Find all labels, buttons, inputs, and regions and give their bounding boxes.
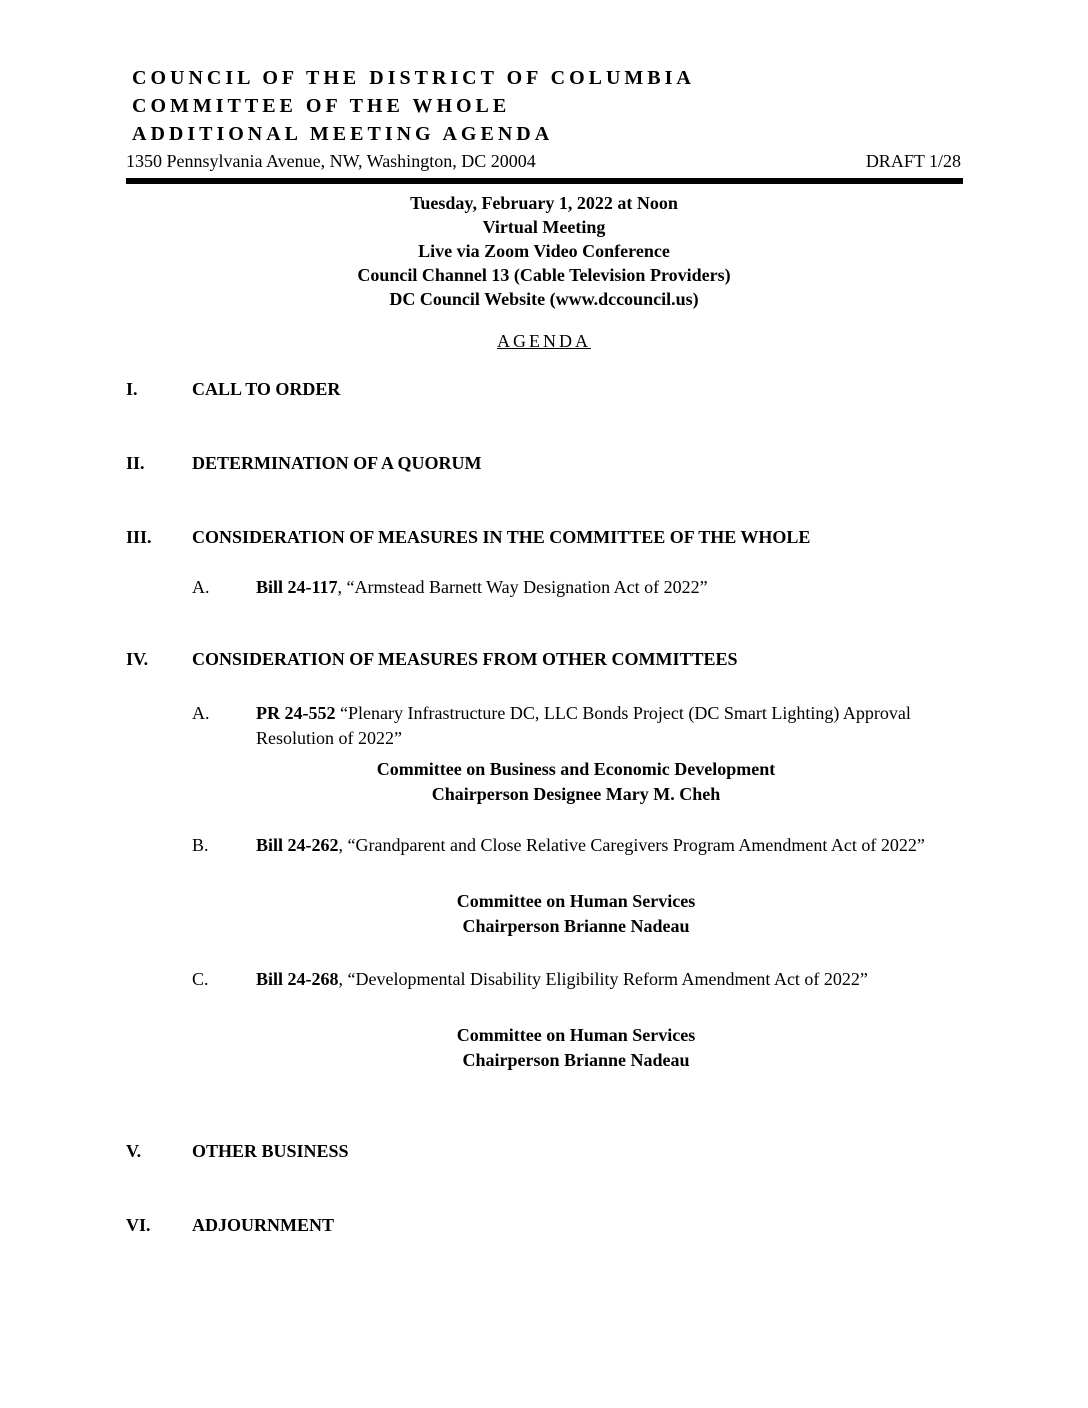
- section-5-number: V.: [126, 1141, 142, 1161]
- section-4-number: IV.: [126, 649, 149, 669]
- item-4c-letter: C.: [192, 969, 209, 989]
- item-4a-bill: PR 24-552: [256, 703, 336, 723]
- address: 1350 Pennsylvania Avenue, NW, Washington, DC 20004: [126, 151, 536, 171]
- section-2-number: II.: [126, 453, 145, 473]
- meeting-channel: Council Channel 13 (Cable Television Providers): [357, 265, 731, 285]
- item-4c-committee: [256, 1023, 896, 1073]
- section-6-number: VI.: [126, 1215, 151, 1235]
- committee-title: COMMITTEE OF THE WHOLE: [132, 95, 511, 117]
- item-4a-text: [256, 701, 956, 751]
- item-4a-committee-name: Committee on Business and Economic Development: [376, 759, 776, 779]
- item-4a-letter: A.: [192, 703, 210, 723]
- section-3-number: III.: [126, 527, 152, 547]
- section-3-title: CONSIDERATION OF MEASURES IN THE COMMITTEE OF THE WHOLE: [192, 527, 811, 547]
- item-3a-desc: , “Armstead Barnett Way Designation Act of 2022”: [337, 577, 708, 597]
- header-divider: [126, 178, 963, 184]
- draft-label: DRAFT 1/28: [865, 151, 961, 171]
- section-5-title: OTHER BUSINESS: [192, 1141, 349, 1161]
- item-4b-letter: B.: [192, 835, 209, 855]
- item-4b-committee-name: Committee on Human Services: [456, 891, 696, 911]
- meeting-date-time: Tuesday, February 1, 2022 at Noon: [410, 193, 678, 213]
- item-4b-desc: , “Grandparent and Close Relative Caregivers Program Amendment Act of 2022”: [338, 835, 925, 855]
- item-3a-bill: Bill 24-117: [256, 577, 338, 597]
- item-4b-committee: [256, 889, 896, 939]
- item-4b-text: [256, 833, 956, 858]
- item-4b-chair: Chairperson Brianne Nadeau: [462, 916, 690, 936]
- agenda-heading: AGENDA: [497, 331, 591, 351]
- item-3a-text: [256, 575, 956, 600]
- item-4c-desc: , “Developmental Disability Eligibility Reform Amendment Act of 2022”: [338, 969, 868, 989]
- item-4a-chair: Chairperson Designee Mary M. Cheh: [431, 784, 721, 804]
- section-1-title: CALL TO ORDER: [192, 379, 341, 399]
- meeting-format: Virtual Meeting: [482, 217, 606, 237]
- item-4c-text: [256, 967, 956, 992]
- item-4b-bill: Bill 24-262: [256, 835, 339, 855]
- section-2-title: DETERMINATION OF A QUORUM: [192, 453, 482, 473]
- item-4c-committee-name: Committee on Human Services: [456, 1025, 696, 1045]
- item-4a-desc: “Plenary Infrastructure DC, LLC Bonds Project (DC Smart Lighting) Approval Resolution of 2022”: [256, 703, 911, 748]
- item-3a-letter: A.: [192, 577, 210, 597]
- council-title: COUNCIL OF THE DISTRICT OF COLUMBIA: [132, 67, 695, 89]
- section-4-title: CONSIDERATION OF MEASURES FROM OTHER COMMITTEES: [192, 649, 738, 669]
- section-1-number: I.: [126, 379, 138, 399]
- item-4c-bill: Bill 24-268: [256, 969, 339, 989]
- agenda-title: ADDITIONAL MEETING AGENDA: [132, 123, 554, 145]
- meeting-website: DC Council Website (www.dccouncil.us): [389, 289, 699, 309]
- section-6-title: ADJOURNMENT: [192, 1215, 334, 1235]
- meeting-zoom: Live via Zoom Video Conference: [418, 241, 670, 261]
- item-4a-committee: [256, 757, 896, 807]
- item-4c-chair: Chairperson Brianne Nadeau: [462, 1050, 690, 1070]
